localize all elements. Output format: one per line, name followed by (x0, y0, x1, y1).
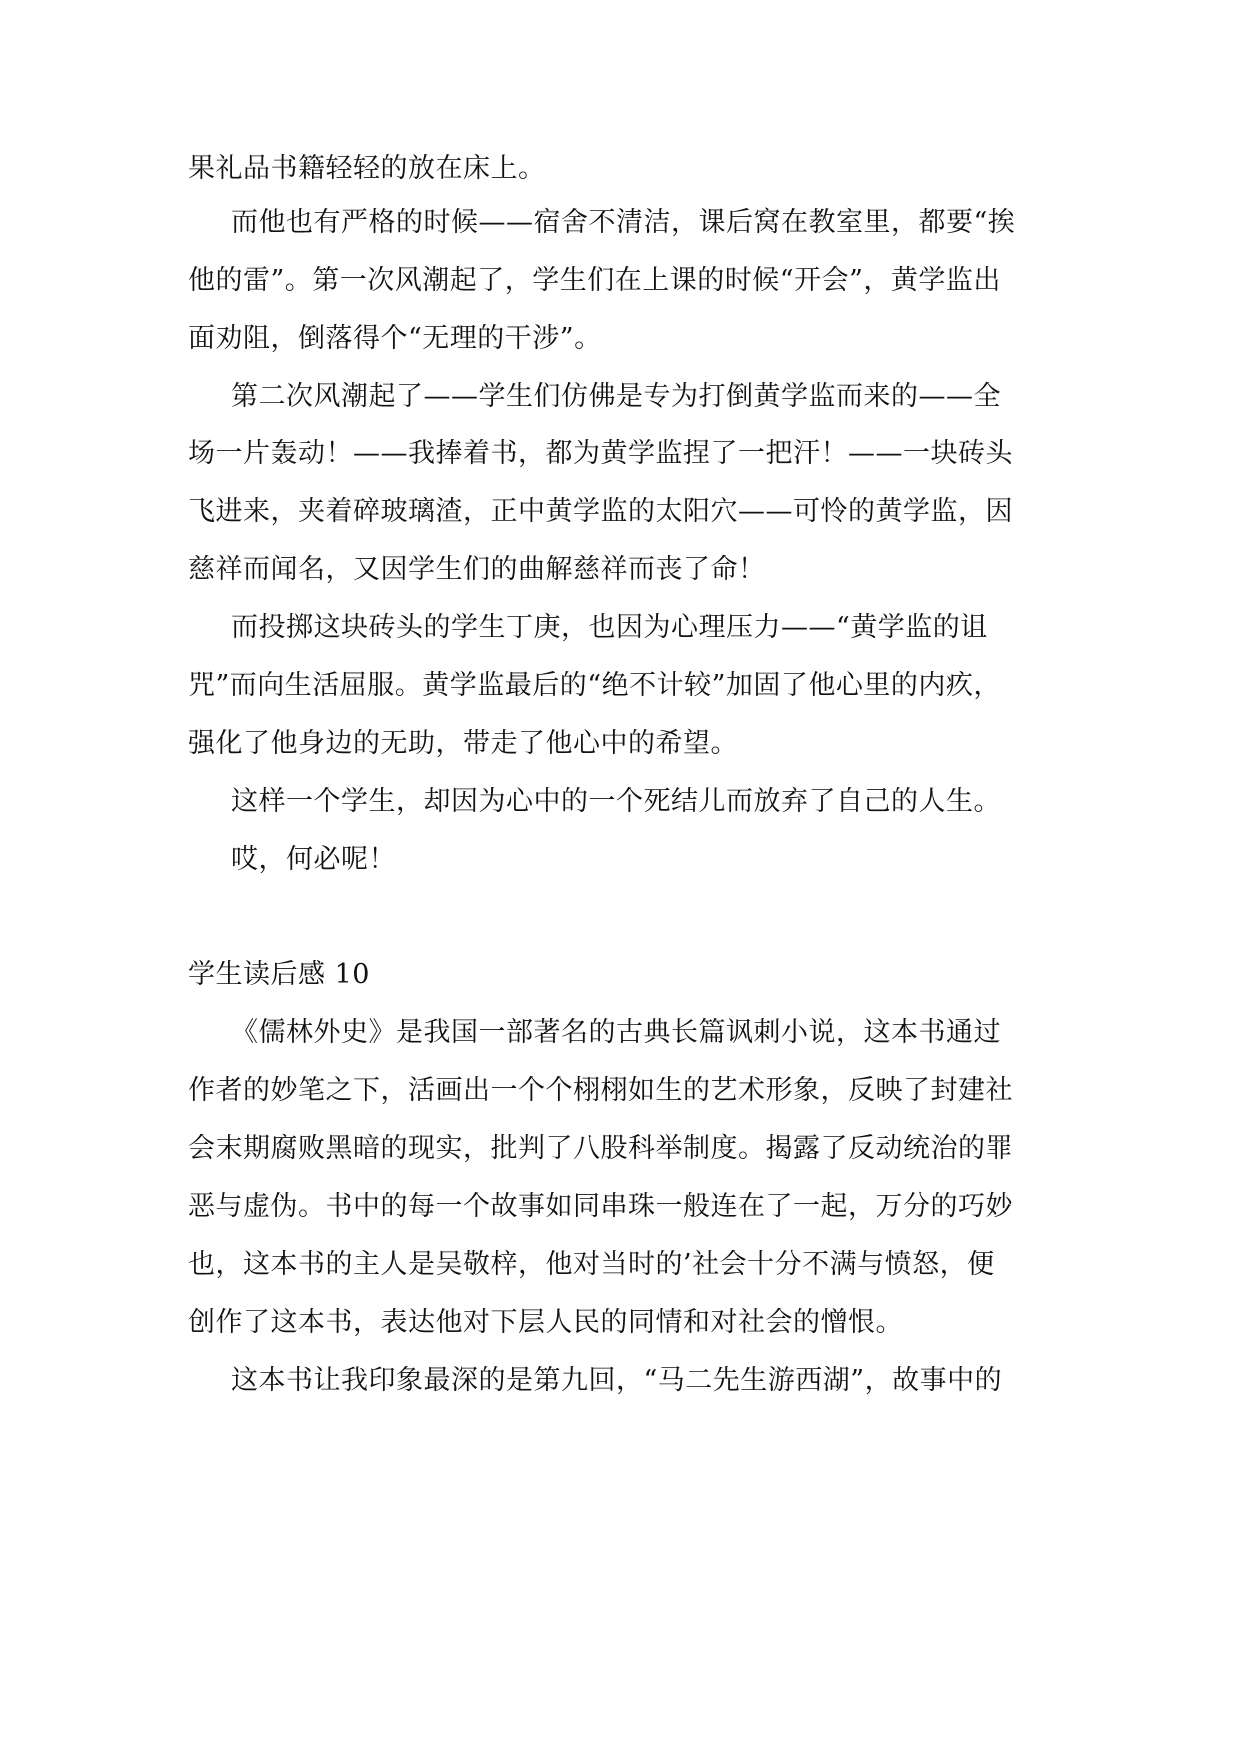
text-line: 会末期腐败黑暗的现实，批判了八股科举制度。揭露了反动统治的罪 (188, 1133, 1013, 1164)
paragraph-first-line: 《儒林外史》是我国一部著名的古典长篇讽刺小说，这本书通过 (231, 1017, 1001, 1048)
paragraph-first-line: 第二次风潮起了——学生们仿佛是专为打倒黄学监而来的——全 (231, 381, 1001, 412)
text-line: 他的雷”。第一次风潮起了，学生们在上课的时候“开会”，黄学监出 (188, 265, 1001, 296)
text-line: 作者的妙笔之下，活画出一个个栩栩如生的艺术形象，反映了封建社 (188, 1075, 1013, 1106)
section-heading: 学生读后感 10 (188, 959, 370, 990)
text-line: 面劝阻，倒落得个“无理的干涉”。 (188, 323, 602, 354)
paragraph-first-line: 而投掷这块砖头的学生丁庚，也因为心理压力——“黄学监的诅 (231, 612, 988, 643)
text-line: 也，这本书的主人是吴敬梓，他对当时的’社会十分不满与愤怒，便 (188, 1249, 995, 1280)
paragraph-first-line: 这本书让我印象最深的是第九回，“马二先生游西湖”，故事中的 (231, 1365, 1003, 1396)
paragraph-first-line: 哎，何必呢！ (231, 844, 396, 875)
text-line: 咒”而向生活屈服。黄学监最后的“绝不计较”加固了他心里的内疚， (188, 670, 1001, 701)
paragraph-first-line: 这样一个学生，却因为心中的一个死结儿而放弃了自己的人生。 (231, 786, 1001, 817)
text-line: 创作了这本书，表达他对下层人民的同情和对社会的憎恨。 (188, 1307, 903, 1338)
text-line: 果礼品书籍轻轻的放在床上。 (188, 153, 546, 184)
text-line: 慈祥而闻名，又因学生们的曲解慈祥而丧了命！ (188, 554, 766, 585)
text-line: 场一片轰动！——我捧着书，都为黄学监捏了一把汗！——一块砖头 (188, 438, 1013, 469)
text-line: 恶与虚伪。书中的每一个故事如同串珠一般连在了一起，万分的巧妙 (188, 1191, 1013, 1222)
text-line: 飞进来，夹着碎玻璃渣，正中黄学监的太阳穴——可怜的黄学监，因 (188, 496, 1013, 527)
paragraph-first-line: 而他也有严格的时候——宿舍不清洁，课后窝在教室里，都要“挨 (231, 207, 1016, 238)
text-line: 强化了他身边的无助，带走了他心中的希望。 (188, 728, 738, 759)
